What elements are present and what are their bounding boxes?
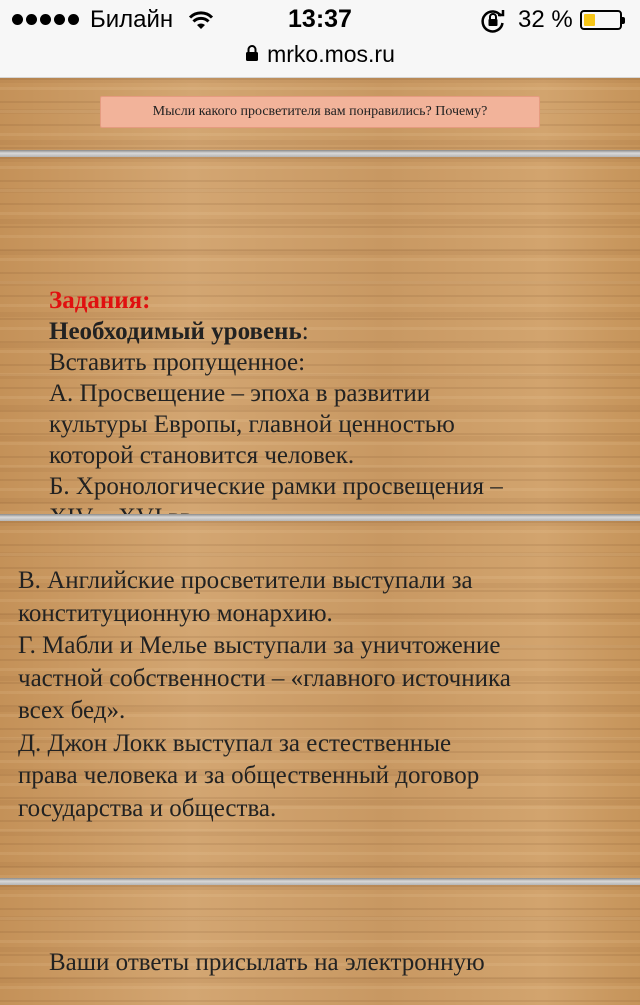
signal-dots-icon [12, 14, 79, 25]
text-line: частной собственности – «главного источника [18, 664, 511, 692]
slide-2 [0, 157, 640, 514]
level-label: Необходимый уровень [49, 318, 302, 345]
rotation-lock-icon [480, 8, 506, 39]
wifi-icon [188, 9, 214, 36]
text-line: Ваши ответы присылать на электронную [49, 949, 485, 976]
text-line: конституционную монархию. [18, 599, 333, 627]
text-line: культуры Европы, главной ценностью [49, 411, 455, 438]
text-line: которой становится человек. [49, 442, 355, 469]
slide-divider [0, 514, 640, 521]
slide-divider [0, 878, 640, 885]
question-box: Мысли какого просветителя вам понравились? Почему? [100, 96, 540, 128]
text-line: А. Просвещение – эпоха в развитии [49, 380, 431, 407]
statements-text [18, 565, 511, 825]
url-domain[interactable]: mrko.mos.ru [267, 41, 395, 67]
battery-percent: 32 % [518, 6, 573, 33]
text-line: В. Английские просветители выступали за [18, 567, 473, 594]
status-bar [0, 0, 640, 40]
slide-1 [0, 78, 640, 150]
tasks-text [49, 285, 503, 533]
text-line: права человека и за общественный договор [18, 762, 480, 789]
page-content [0, 78, 640, 976]
lock-icon [245, 41, 259, 68]
clock: 13:37 [288, 5, 352, 33]
text-line: Б. Хронологические рамки просвещения – [49, 473, 503, 500]
slide-3 [0, 521, 640, 878]
slide-divider [0, 150, 640, 157]
address-bar[interactable] [0, 40, 640, 78]
tasks-heading: Задания: [49, 287, 151, 314]
answers-text [49, 947, 485, 978]
level-line [49, 316, 503, 347]
text-line: государства и общества. [18, 794, 277, 822]
level-colon: : [301, 318, 309, 345]
slide-4 [0, 885, 640, 1005]
text-line: Д. Джон Локк выступал за естественные [18, 729, 452, 757]
battery-icon [580, 10, 622, 30]
text-line: Г. Мабли и Мелье выступали за уничтожение [18, 632, 501, 659]
carrier-name: Билайн [90, 6, 174, 33]
text-line: Вставить пропущенное: [49, 349, 306, 376]
text-line: всех бед». [18, 697, 126, 724]
